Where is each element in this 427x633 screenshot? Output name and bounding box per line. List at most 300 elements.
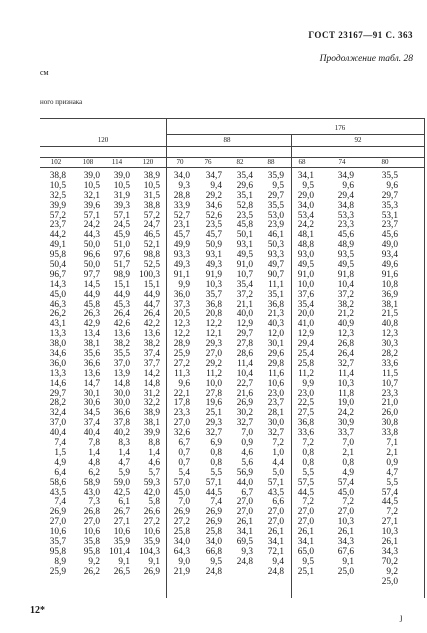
table-cell: 24,2 bbox=[337, 408, 354, 419]
table-cell: 52,7 bbox=[173, 210, 190, 221]
table-cell: 14,7 bbox=[83, 378, 100, 389]
table-cell: 7,8 bbox=[88, 438, 100, 449]
table-cell: 10,0 bbox=[297, 279, 314, 290]
table-cell: 64,3 bbox=[173, 546, 190, 557]
table-cell: 23,7 bbox=[267, 398, 284, 409]
table-cell: 35,5 bbox=[381, 171, 398, 181]
table-cell: 57,2 bbox=[143, 210, 160, 221]
table-cell: 8,8 bbox=[148, 438, 160, 449]
table-cell: 2,1 bbox=[342, 447, 354, 458]
table-cell: 59,3 bbox=[143, 477, 160, 488]
table-cell: 40,0 bbox=[236, 309, 253, 320]
table-cell: 10,6 bbox=[83, 527, 100, 538]
table-cell: 35,4 bbox=[236, 279, 253, 290]
table-cell: 34,3 bbox=[381, 546, 398, 557]
table-cell: 44,9 bbox=[83, 289, 100, 300]
table-cell: 9,2 bbox=[88, 556, 100, 567]
table-cell: 26,9 bbox=[205, 517, 222, 528]
table-cell: 43,0 bbox=[83, 487, 100, 498]
table-cell: 38,2 bbox=[337, 299, 354, 310]
table-cell: 57,5 bbox=[297, 477, 314, 488]
table-cell: 34,9 bbox=[337, 171, 354, 181]
table-cell: 34,0 bbox=[205, 536, 222, 547]
table-cell: 33,6 bbox=[381, 358, 398, 369]
table-cell: 25,9 bbox=[173, 349, 190, 360]
table-cell: 32,7 bbox=[337, 358, 354, 369]
table-cell: 42,0 bbox=[143, 487, 160, 498]
table-cell: 40,4 bbox=[83, 428, 100, 439]
col-header: 88 bbox=[267, 158, 275, 166]
table-cell: 5,5 bbox=[210, 467, 222, 478]
group-120: 120 bbox=[97, 136, 109, 144]
table-continuation: Продолжение табл. 28 bbox=[319, 54, 413, 64]
table-cell: 12,2 bbox=[205, 319, 222, 330]
table-cell: 7,4 bbox=[210, 497, 222, 508]
table-cell: 50,9 bbox=[205, 240, 222, 251]
table-cell: 29,0 bbox=[297, 190, 314, 201]
table-cell: 4,7 bbox=[118, 457, 130, 468]
table-cell: 51,7 bbox=[113, 260, 130, 271]
table-cell: 10,4 bbox=[337, 279, 354, 290]
table-cell: 104,3 bbox=[139, 546, 160, 557]
table-cell: 28,9 bbox=[173, 339, 190, 350]
table-cell: 10,4 bbox=[236, 368, 253, 379]
table-cell: 97,6 bbox=[113, 250, 130, 261]
table-cell: 25,1 bbox=[297, 566, 314, 577]
table-cell: 0,8 bbox=[302, 447, 314, 458]
table-cell: 29,3 bbox=[205, 339, 222, 350]
table-cell: 7,4 bbox=[54, 438, 66, 449]
table-cell: 7,3 bbox=[88, 497, 100, 508]
table-cell: 29,6 bbox=[267, 349, 284, 360]
table-cell: 26,3 bbox=[83, 309, 100, 320]
table-cell: 6,2 bbox=[88, 467, 100, 478]
table-cell: 40,4 bbox=[49, 428, 66, 439]
table-cell: 25,8 bbox=[297, 358, 314, 369]
table-cell: 22,1 bbox=[173, 388, 190, 399]
table-cell: 27,0 bbox=[236, 497, 253, 508]
table-cell: 40,8 bbox=[381, 319, 398, 330]
table-column bbox=[126, 172, 160, 578]
table-cell: 21,3 bbox=[267, 309, 284, 320]
table-cell: 4,6 bbox=[148, 457, 160, 468]
table-cell: 98,9 bbox=[113, 269, 130, 280]
col-header: 108 bbox=[82, 158, 94, 166]
table-cell: 5,6 bbox=[241, 457, 253, 468]
table-cell: 34,1 bbox=[267, 536, 284, 547]
col-header: 114 bbox=[111, 158, 123, 166]
table-cell: 5,5 bbox=[302, 467, 314, 478]
table-cell: 37,8 bbox=[113, 418, 130, 429]
table-cell: 0,7 bbox=[178, 447, 190, 458]
table-cell: 29,7 bbox=[49, 388, 66, 399]
table-cell: 12,9 bbox=[297, 329, 314, 340]
table-cell: 34,1 bbox=[297, 536, 314, 547]
table-cell: 35,9 bbox=[267, 171, 284, 181]
table-cell: 6,7 bbox=[178, 438, 190, 449]
table-cell: 20,0 bbox=[297, 309, 314, 320]
col-header: 68 bbox=[298, 158, 306, 166]
table-cell: 1,4 bbox=[148, 447, 160, 458]
table-cell: 93,0 bbox=[297, 250, 314, 261]
table-cell: 26,1 bbox=[337, 527, 354, 538]
table-cell: 23,3 bbox=[173, 408, 190, 419]
table-cell: 7,0 bbox=[241, 428, 253, 439]
table-cell: 70,2 bbox=[381, 556, 398, 567]
table-cell: 35,4 bbox=[236, 171, 253, 181]
table-cell: 26,4 bbox=[143, 309, 160, 320]
table-cell: 43,5 bbox=[267, 487, 284, 498]
table-cell: 10,5 bbox=[49, 180, 66, 191]
table-cell: 50,1 bbox=[236, 230, 253, 241]
table-cell: 93,3 bbox=[267, 250, 284, 261]
table-cell: 0,9 bbox=[386, 457, 398, 468]
table-cell: 35,1 bbox=[267, 289, 284, 300]
table-cell: 14,6 bbox=[49, 378, 66, 389]
table-cell: 23,1 bbox=[173, 220, 190, 231]
table-cell: 37,2 bbox=[337, 289, 354, 300]
table-cell: 26,8 bbox=[337, 339, 354, 350]
rule-top bbox=[40, 118, 425, 119]
table-cell: 49,5 bbox=[236, 250, 253, 261]
table-cell: 53,3 bbox=[337, 210, 354, 221]
table-cell: 38,9 bbox=[143, 171, 160, 181]
table-cell: 30,0 bbox=[267, 418, 284, 429]
table-cell: 6,7 bbox=[241, 487, 253, 498]
table-cell: 45,0 bbox=[337, 487, 354, 498]
table-cell: 7,2 bbox=[302, 438, 314, 449]
table-cell: 34,7 bbox=[205, 171, 222, 181]
table-cell: 24,8 bbox=[267, 566, 284, 577]
table-cell: 35,8 bbox=[83, 536, 100, 547]
table-cell: 0,9 bbox=[241, 438, 253, 449]
table-cell: 14,2 bbox=[143, 368, 160, 379]
table-cell: 10,6 bbox=[113, 527, 130, 538]
table-cell: 45,0 bbox=[173, 487, 190, 498]
table-cell: 6,6 bbox=[272, 497, 284, 508]
table-cell: 10,6 bbox=[143, 527, 160, 538]
rule-body bbox=[40, 167, 425, 168]
table-cell: 52,6 bbox=[205, 210, 222, 221]
table-cell: 7,2 bbox=[302, 497, 314, 508]
table-cell: 58,9 bbox=[83, 477, 100, 488]
table-cell: 11,6 bbox=[268, 368, 284, 379]
table-cell: 52,5 bbox=[143, 260, 160, 271]
table-cell: 35,9 bbox=[113, 536, 130, 547]
table-cell: 42,6 bbox=[113, 319, 130, 330]
col-header: 82 bbox=[236, 158, 244, 166]
table-cell: 6,1 bbox=[118, 497, 130, 508]
table-cell: 35,1 bbox=[236, 190, 253, 201]
table-cell: 27,0 bbox=[205, 349, 222, 360]
table-cell: 37,4 bbox=[83, 418, 100, 429]
table-cell: 11,2 bbox=[206, 368, 222, 379]
col-header: 76 bbox=[204, 158, 212, 166]
table-cell: 72,1 bbox=[267, 546, 284, 557]
table-cell: 9,3 bbox=[178, 180, 190, 191]
table-cell: 21,5 bbox=[381, 309, 398, 320]
table-cell: 24,2 bbox=[297, 220, 314, 231]
table-cell: 91,9 bbox=[205, 269, 222, 280]
table-cell: 5,5 bbox=[386, 477, 398, 488]
table-cell: 5,9 bbox=[118, 467, 130, 478]
table-cell: 2,1 bbox=[386, 447, 398, 458]
table-cell: 38,8 bbox=[49, 171, 66, 181]
table-cell: 49,9 bbox=[173, 240, 190, 251]
table-cell: 45,8 bbox=[236, 220, 253, 231]
table-cell: 93,5 bbox=[337, 250, 354, 261]
table-cell: 28,6 bbox=[236, 349, 253, 360]
table-cell: 31,2 bbox=[143, 388, 160, 399]
table-cell: 37,3 bbox=[173, 299, 190, 310]
table-cell: 4,9 bbox=[342, 467, 354, 478]
table-cell: 38,1 bbox=[381, 299, 398, 310]
table-cell: 26,9 bbox=[236, 398, 253, 409]
table-cell: 45,8 bbox=[83, 299, 100, 310]
table-cell: 34,0 bbox=[173, 171, 190, 181]
table-cell: 27,5 bbox=[297, 408, 314, 419]
table-cell: 1,4 bbox=[118, 447, 130, 458]
table-column bbox=[320, 172, 354, 578]
table-cell: 91,6 bbox=[381, 269, 398, 280]
table-cell: 53,1 bbox=[381, 210, 398, 221]
table-cell: 23,9 bbox=[267, 220, 284, 231]
table-cell: 11,4 bbox=[338, 368, 354, 379]
table-cell: 36,6 bbox=[113, 408, 130, 419]
table-cell: 13,9 bbox=[113, 368, 130, 379]
table-cell: 9,1 bbox=[342, 556, 354, 567]
table-cell: 11,3 bbox=[174, 368, 190, 379]
table-cell: 27,0 bbox=[297, 517, 314, 528]
table-cell: 23,3 bbox=[337, 220, 354, 231]
table-cell: 45,0 bbox=[49, 289, 66, 300]
table-cell: 69,5 bbox=[236, 536, 253, 547]
table-cell: 65,0 bbox=[297, 546, 314, 557]
table-cell: 91,0 bbox=[297, 269, 314, 280]
table-cell: 67,6 bbox=[337, 546, 354, 557]
table-cell: 27,2 bbox=[173, 358, 190, 369]
table-cell: 29,4 bbox=[337, 190, 354, 201]
table-cell: 9,5 bbox=[302, 180, 314, 191]
table-cell: 27,0 bbox=[49, 517, 66, 528]
table-cell: 37,6 bbox=[297, 289, 314, 300]
table-cell: 45,6 bbox=[337, 230, 354, 241]
table-cell: 25,0 bbox=[337, 566, 354, 577]
table-cell: 9,1 bbox=[148, 556, 160, 567]
table-cell: 23,5 bbox=[205, 220, 222, 231]
table-column bbox=[280, 172, 314, 578]
table-cell: 27,0 bbox=[267, 507, 284, 518]
corner-mark: ȷ bbox=[400, 612, 403, 622]
table-cell: 12,3 bbox=[381, 329, 398, 340]
table-cell: 5,0 bbox=[272, 467, 284, 478]
table-cell: 66,8 bbox=[205, 546, 222, 557]
table-cell: 26,1 bbox=[297, 527, 314, 538]
table-cell: 12,3 bbox=[337, 329, 354, 340]
table-cell: 26,5 bbox=[113, 566, 130, 577]
table-cell: 21,9 bbox=[173, 566, 190, 577]
table-cell: 26,4 bbox=[113, 309, 130, 320]
table-cell: 37,2 bbox=[236, 289, 253, 300]
table-cell: 20,5 bbox=[173, 309, 190, 320]
group-88: 88 bbox=[223, 136, 231, 144]
table-cell: 42,2 bbox=[143, 319, 160, 330]
table-cell: 10,5 bbox=[143, 180, 160, 191]
table-cell: 9,5 bbox=[302, 556, 314, 567]
table-column bbox=[250, 172, 284, 578]
table-cell: 28,1 bbox=[267, 408, 284, 419]
table-cell: 4,9 bbox=[54, 457, 66, 468]
table-cell: 27,0 bbox=[83, 517, 100, 528]
table-cell: 35,7 bbox=[49, 536, 66, 547]
table-cell: 26,2 bbox=[49, 309, 66, 320]
table-cell: 31,9 bbox=[113, 190, 130, 201]
table-cell: 42,5 bbox=[113, 487, 130, 498]
table-cell: 39,0 bbox=[83, 171, 100, 181]
table-cell: 28,2 bbox=[381, 349, 398, 360]
table-cell: 27,8 bbox=[236, 339, 253, 350]
table-cell: 35,4 bbox=[297, 299, 314, 310]
table-cell: 45,3 bbox=[113, 299, 130, 310]
table-cell: 22,7 bbox=[236, 378, 253, 389]
table-cell: 10,5 bbox=[113, 180, 130, 191]
page-footer: 12* bbox=[30, 605, 45, 616]
table-cell: 26,7 bbox=[113, 507, 130, 518]
table-cell: 39,3 bbox=[113, 200, 130, 211]
table-cell: 9,1 bbox=[118, 556, 130, 567]
table-column bbox=[156, 172, 190, 578]
table-cell: 30,6 bbox=[83, 398, 100, 409]
rule-v-92 bbox=[424, 118, 425, 598]
table-cell: 24,7 bbox=[143, 220, 160, 231]
table-cell: 10,0 bbox=[205, 378, 222, 389]
table-cell: 24,8 bbox=[205, 566, 222, 577]
table-cell: 13,4 bbox=[83, 329, 100, 340]
table-cell: 42,9 bbox=[83, 319, 100, 330]
table-cell: 21,1 bbox=[236, 299, 253, 310]
table-cell: 36,8 bbox=[297, 418, 314, 429]
table-cell: 1,4 bbox=[88, 447, 100, 458]
table-cell: 6,4 bbox=[54, 467, 66, 478]
table-cell: 14,3 bbox=[49, 279, 66, 290]
table-cell: 24,2 bbox=[83, 220, 100, 231]
table-cell: 32,2 bbox=[143, 398, 160, 409]
table-cell: 46,1 bbox=[267, 230, 284, 241]
table-cell: 30,0 bbox=[113, 388, 130, 399]
table-cell: 35,5 bbox=[267, 200, 284, 211]
table-column bbox=[219, 172, 253, 568]
caption-fragment: ного признака bbox=[40, 98, 83, 106]
table-cell: 34,3 bbox=[337, 536, 354, 547]
table-cell: 27,0 bbox=[173, 418, 190, 429]
table-cell: 38,2 bbox=[143, 339, 160, 350]
table-cell: 39,9 bbox=[143, 428, 160, 439]
table-cell: 37,7 bbox=[143, 358, 160, 369]
table-cell: 20,8 bbox=[205, 309, 222, 320]
table-cell: 19,6 bbox=[205, 398, 222, 409]
table-cell: 24,5 bbox=[113, 220, 130, 231]
table-cell: 12,3 bbox=[173, 319, 190, 330]
table-cell: 32,5 bbox=[49, 190, 66, 201]
table-cell: 48,8 bbox=[297, 240, 314, 251]
table-cell: 9,9 bbox=[178, 279, 190, 290]
table-cell: 58,6 bbox=[49, 477, 66, 488]
table-cell: 36,9 bbox=[381, 289, 398, 300]
table-cell: 4,7 bbox=[386, 467, 398, 478]
col-header: 70 bbox=[176, 158, 184, 166]
table-cell: 26,9 bbox=[143, 566, 160, 577]
table-cell: 7,2 bbox=[386, 507, 398, 518]
table-cell: 52,8 bbox=[236, 200, 253, 211]
table-cell: 49,5 bbox=[337, 260, 354, 271]
table-cell: 30,2 bbox=[236, 408, 253, 419]
table-cell: 50,0 bbox=[83, 240, 100, 251]
table-cell: 25,4 bbox=[297, 349, 314, 360]
table-cell: 26,0 bbox=[381, 408, 398, 419]
table-cell: 28,2 bbox=[49, 398, 66, 409]
table-cell: 27,2 bbox=[173, 517, 190, 528]
table-cell: 30,8 bbox=[381, 418, 398, 429]
table-cell: 15,1 bbox=[113, 279, 130, 290]
table-cell: 53,0 bbox=[267, 210, 284, 221]
table-cell: 36,8 bbox=[205, 299, 222, 310]
table-cell: 93,1 bbox=[205, 250, 222, 261]
table-cell: 0,8 bbox=[210, 457, 222, 468]
table-cell: 12,2 bbox=[173, 329, 190, 340]
table-cell: 26,1 bbox=[236, 517, 253, 528]
table-cell: 95,8 bbox=[49, 250, 66, 261]
table-cell: 59,0 bbox=[113, 477, 130, 488]
table-cell: 100,3 bbox=[139, 269, 160, 280]
table-cell: 29,2 bbox=[205, 358, 222, 369]
table-cell: 50,3 bbox=[267, 240, 284, 251]
table-cell: 4,4 bbox=[272, 457, 284, 468]
page-title: ГОСТ 23167—91 С. 363 bbox=[308, 30, 413, 40]
table-cell: 29,7 bbox=[267, 190, 284, 201]
table-cell: 44,0 bbox=[236, 477, 253, 488]
table-cell: 13,6 bbox=[83, 368, 100, 379]
table-cell: 10,3 bbox=[337, 378, 354, 389]
table-cell: 27,8 bbox=[205, 388, 222, 399]
table-cell: 9,4 bbox=[272, 556, 284, 567]
table-cell: 38,0 bbox=[49, 339, 66, 350]
col-header: 80 bbox=[381, 158, 389, 166]
table-cell: 101,4 bbox=[109, 546, 130, 557]
table-cell: 32,4 bbox=[49, 408, 66, 419]
table-cell: 97,7 bbox=[83, 269, 100, 280]
table-cell: 26,9 bbox=[49, 507, 66, 518]
table-cell: 9,5 bbox=[272, 180, 284, 191]
table-cell: 7,0 bbox=[178, 497, 190, 508]
table-cell: 9,4 bbox=[210, 180, 222, 191]
table-cell: 34,0 bbox=[297, 200, 314, 211]
table-cell: 43,1 bbox=[49, 319, 66, 330]
table-cell: 9,2 bbox=[386, 566, 398, 577]
table-cell: 10,7 bbox=[381, 378, 398, 389]
table-cell: 44,9 bbox=[143, 289, 160, 300]
table-cell: 38,8 bbox=[143, 200, 160, 211]
table-cell: 0,8 bbox=[342, 457, 354, 468]
table-cell: 4,6 bbox=[241, 447, 253, 458]
table-cell: 26,1 bbox=[381, 536, 398, 547]
table-cell: 38,9 bbox=[143, 408, 160, 419]
rule-sub bbox=[40, 146, 425, 147]
table-cell: 50,4 bbox=[49, 260, 66, 271]
table-cell: 34,6 bbox=[49, 349, 66, 360]
table-cell: 52,1 bbox=[143, 240, 160, 251]
table-cell: 11,8 bbox=[338, 388, 354, 399]
table-cell: 12,1 bbox=[205, 329, 222, 340]
